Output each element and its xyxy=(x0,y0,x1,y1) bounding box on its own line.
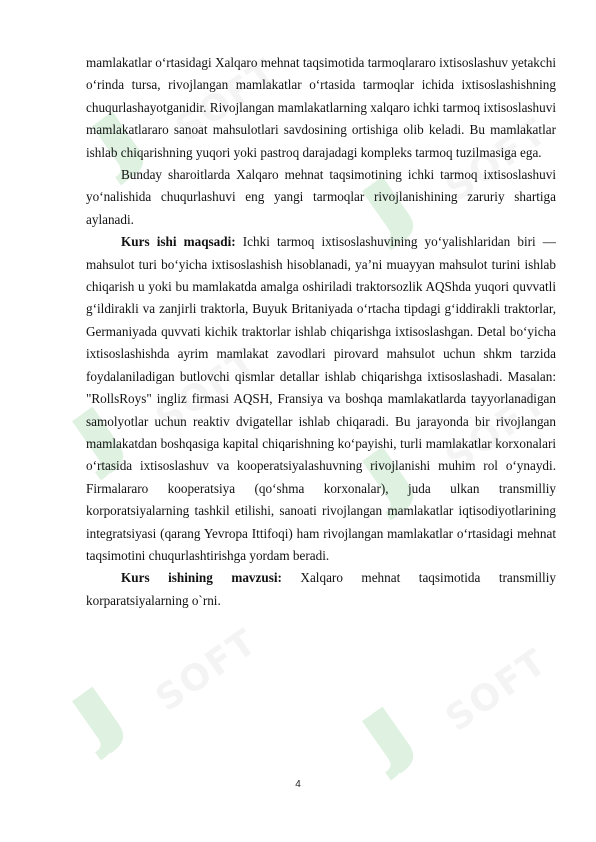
watermark-brand: SOFT xyxy=(148,621,266,720)
watermark-logo: JJ xyxy=(348,699,416,781)
watermark-bottom-left xyxy=(58,621,280,790)
paragraph-text: Xalqaro mehnat taqsimotida transmilliy korparatsiyalarning o`rni. xyxy=(86,570,556,608)
watermark-brand: SOFT xyxy=(148,341,266,440)
watermark-logo: JJ xyxy=(348,169,416,251)
paragraph-text: mamlakatlar o‘rtasidagi Xalqaro mehnat taqsimotida tarmoqlararo ixtisoslashuv yetakchi o‘rinda tursa, rivojlangan mamlakatlar o‘rtasida tarmoqlar ichida ixtisoslashishning chuqurlashayotganidir. Rivojlangan mamlakatlarning xalqaro ichki tarmoq ixtisoslashuvi mamlakatlararo sanoat mahsulotlari savdosining ortishiga olib keladi. Bu mamlakatlar ishlab chiqarishning yuqori yoki pastroq darajadagi kompleks tarmoq tuzilmasiga ega. xyxy=(86,55,556,160)
watermark-brand: SOFT xyxy=(168,51,286,150)
watermark-logo: JJ xyxy=(78,104,146,186)
paragraph-text: Ichki tarmoq ixtisoslashuvining yo‘yalishlaridan biri — mahsulot turi bo‘yicha ixtisoslashish hisoblanadi, ya’ni muayyan mahsulot turini ishlab chiqarish u yoki bu mamlakatda amalga oshiriladi traktorsozlik AQShda yuqori quvvatli g‘ildirakli va zanjirli traktorla, Buyuk Britaniyada o‘rtacha tipdagi g‘iddirakli traktorlar, Germaniyada quvvati kichik traktorlar ishlab chiqarishga ixtisoslashgan. Detal bo‘yicha ixtisoslashishda ayrim mamlakat zavodlari pirovard mahsulot uchun shkm tarzida foydalaniladigan butlovchi qismlar detallar ishlab chiqarishga ixtisoslashadi. Masalan: "RollsRoys" ingliz firmasi AQSH, Fransiya va boshqa mamlakatlarda tayyorlanadigan samolyotlar uchun reaktiv dvigatellar ishlab chiqaradi. Bu jarayonda bir rivojlangan mamlakatdan boshqasiga kapital chiqarishning ko‘payishi, turli mamlakatlar korxonalari o‘rtasida ixtisoslashuv va kooperatsiyalashuvning rivojlanishi muhim rol o‘ynaydi. Firmalararo kooperatsiya (qo‘shma korxonalar), juda ulkan transmilliy korporatsiyalarning tashkil etilishi, sanoati rivojlangan mamlakatlar iqtisodiyotlarining integratsiyasi (qarang Yevropa Ittifoqi) ham rivojlangan mamlakatlar o‘rtasidagi mehnat taqsimotini chuqurlashtirishga yordam beradi. xyxy=(86,234,556,563)
paragraph-heading: Kurs ishi maqsadi: xyxy=(121,234,236,250)
page-number: 4 xyxy=(295,779,301,790)
watermark-brand: SOFT xyxy=(438,111,556,210)
watermark-logo: JJ xyxy=(58,679,126,761)
paragraph-text: Bunday sharoitlarda Xalqaro mehnat taqsimotining ichki tarmoq ixtisoslashuvi yo‘nalishida chuqurlashuvi eng yangi tarmoqlar rivojlanishining zaruriy shartiga aylanadi. xyxy=(86,167,556,227)
document-body xyxy=(86,52,556,612)
watermark-brand: SOFT xyxy=(438,641,556,740)
watermark-logo: JJ xyxy=(58,399,126,481)
paragraph-conditions xyxy=(86,164,556,231)
watermark-logo: JJ xyxy=(348,439,416,521)
paragraph-intro xyxy=(86,52,556,164)
paragraph-topic xyxy=(86,567,556,612)
watermark-brand: SOFT xyxy=(438,381,556,480)
paragraph-goal xyxy=(86,231,556,567)
paragraph-heading: Kurs ishining mavzusi: xyxy=(121,570,282,586)
